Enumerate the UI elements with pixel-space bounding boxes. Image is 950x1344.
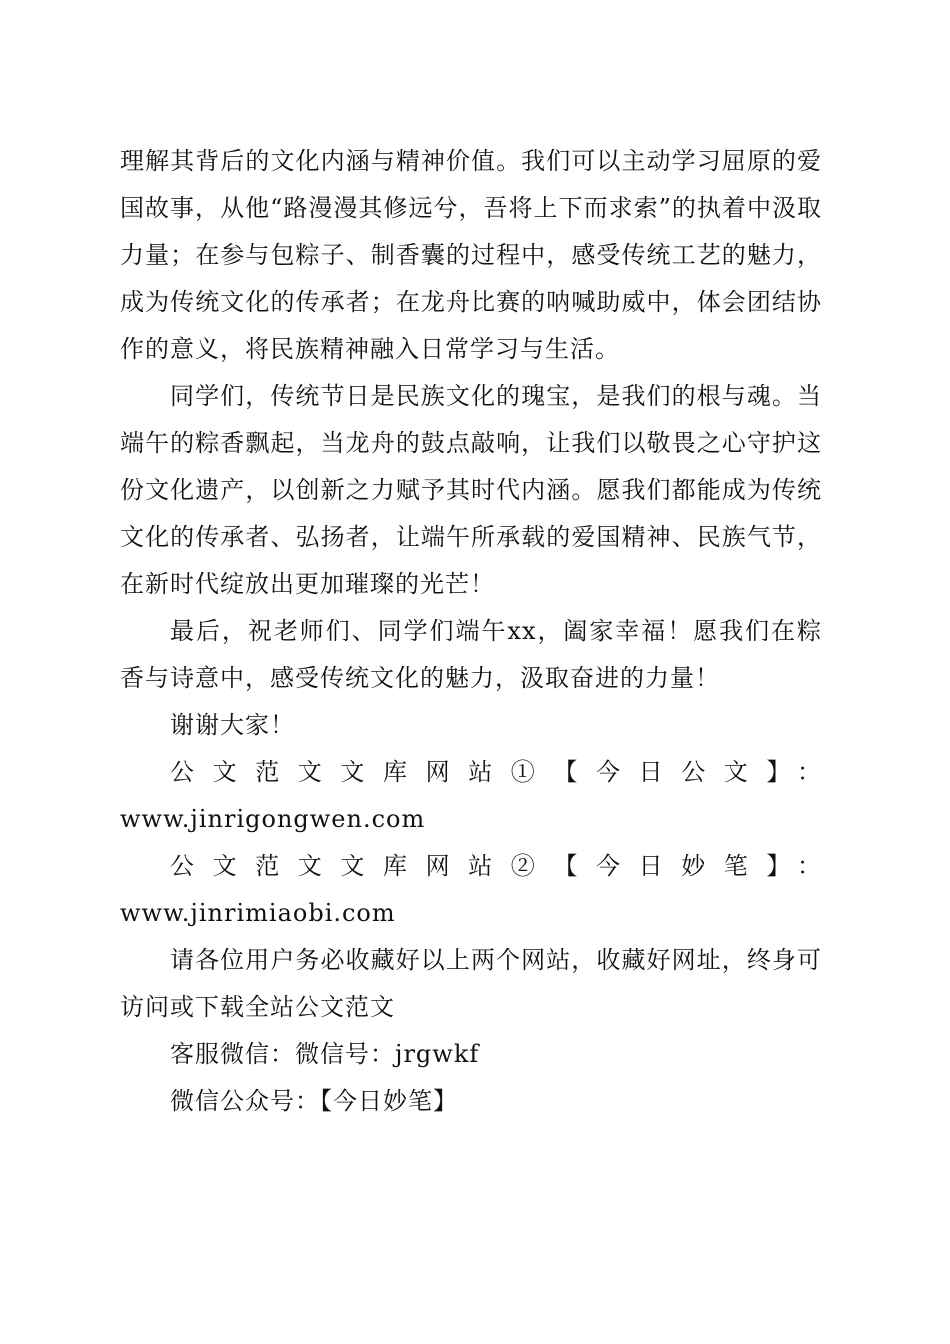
footer-site1-label: 公文范文文库网站①【今日公文】：	[170, 758, 822, 786]
paragraph-thanks: 谢谢大家！	[170, 711, 295, 739]
footer-wechat-official: 微信公众号：【今日妙笔】	[170, 1087, 458, 1115]
footer-site2-line[interactable]: 公文范文文库网站②【今日妙笔】：www.jinrimiaobi.com	[120, 852, 822, 927]
paragraph-wishes: 最后，祝老师们、同学们端午xx，阖家幸福！愿我们在粽香与诗意中，感受传统文化的魅力，汲取奋进的力量！	[120, 617, 822, 692]
document-page	[120, 138, 822, 1125]
footer-notice: 请各位用户务必收藏好以上两个网站，收藏好网址，终身可访问或下载全站公文范文	[120, 946, 822, 1021]
paragraph-closing-appeal: 同学们，传统节日是民族文化的瑰宝，是我们的根与魂。当端午的粽香飘起，当龙舟的鼓点敲响，让我们以敬畏之心守护这份文化遗产，以创新之力赋予其时代内涵。愿我们都能成为传统文化的传承者、弘扬者，让端午所承载的爱国精神、民族气节，在新时代绽放出更加璀璨的光芒！	[120, 382, 822, 598]
paragraph-continuation: 理解其背后的文化内涵与精神价值。我们可以主动学习屈原的爱国故事，从他“路漫漫其修远兮，吾将上下而求索”的执着中汲取力量；在参与包粽子、制香囊的过程中，感受传统工艺的魅力，成为传统文化的传承者；在龙舟比赛的呐喊助威中，体会团结协作的意义，将民族精神融入日常学习与生活。	[120, 147, 822, 363]
footer-site1-url[interactable]: www.jinrigongwen.com	[120, 805, 426, 833]
footer-wechat-service: 客服微信：微信号：jrgwkf	[170, 1040, 480, 1068]
